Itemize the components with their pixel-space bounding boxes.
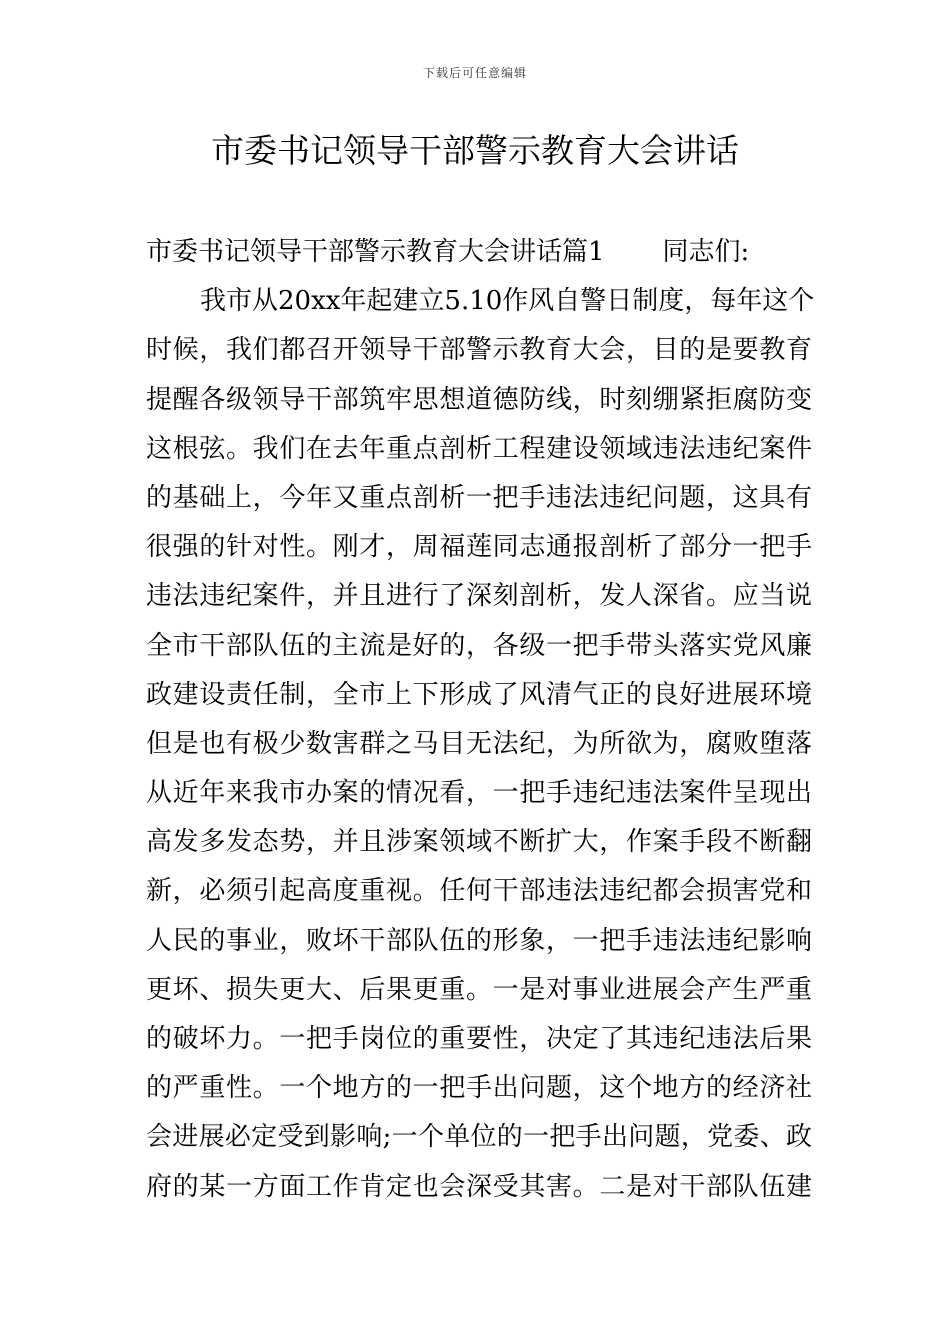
header-note: 下载后可任意编辑: [422, 66, 527, 80]
paragraph-line: 政建设责任制，全市上下形成了风清气正的良好进展环境: [146, 679, 812, 710]
paragraph-line: 从近年来我市办案的情况看，一把手违纪违法案件呈现出: [146, 778, 812, 809]
paragraph-line: 时候，我们都召开领导干部警示教育大会，目的是要教育: [146, 335, 812, 366]
section-label: 市委书记领导干部警示教育大会讲话篇1: [146, 237, 605, 267]
paragraph-line: 提醒各级领导干部筑牢思想道德防线，时刻绷紧拒腐防变: [146, 384, 812, 415]
intro-line: [146, 228, 812, 277]
paragraph-line: 这根弦。我们在去年重点剖析工程建设领域违法违纪案件: [146, 433, 812, 464]
paragraph-line: 违法违纪案件，并且进行了深刻剖析，发人深省。应当说: [146, 581, 812, 612]
paragraph-line: 高发多发态势，并且涉案领域不断扩大，作案手段不断翻: [146, 827, 812, 858]
paragraph-line: 会进展必定受到影响;一个单位的一把手出问题，党委、政: [146, 1122, 812, 1153]
paragraph-line: 人民的事业，败坏干部队伍的形象，一把手违法违纪影响: [146, 925, 812, 956]
paragraph-line: 更坏、损失更大、后果更重。一是对事业进展会产生严重: [146, 974, 812, 1005]
paragraph-line: 但是也有极少数害群之马目无法纪，为所欲为，腐败堕落: [146, 728, 812, 759]
paragraph-line: 我市从20xx年起建立5.10作风自警日制度，每年这个: [200, 286, 815, 317]
paragraph-line: 的破坏力。一把手岗位的重要性，决定了其违纪违法后果: [146, 1024, 812, 1054]
paragraph-line: 新，必须引起高度重视。任何干部违法违纪都会损害党和: [146, 876, 812, 907]
document-title: 市委书记领导干部警示教育大会讲话: [211, 131, 739, 170]
document-body: [146, 228, 815, 1212]
paragraph-line: 全市干部队伍的主流是好的，各级一把手带头落实党风廉: [146, 630, 812, 661]
paragraph-line: 的基础上，今年又重点剖析一把手违法违纪问题，这具有: [146, 482, 812, 513]
paragraph-line: 很强的针对性。刚才，周福莲同志通报剖析了部分一把手: [146, 532, 812, 563]
salutation: 同志们:: [662, 237, 750, 267]
paragraph-line: 的严重性。一个地方的一把手出问题，这个地方的经济社: [146, 1073, 812, 1104]
paragraph-line: 府的某一方面工作肯定也会深受其害。二是对干部队伍建: [146, 1171, 812, 1202]
